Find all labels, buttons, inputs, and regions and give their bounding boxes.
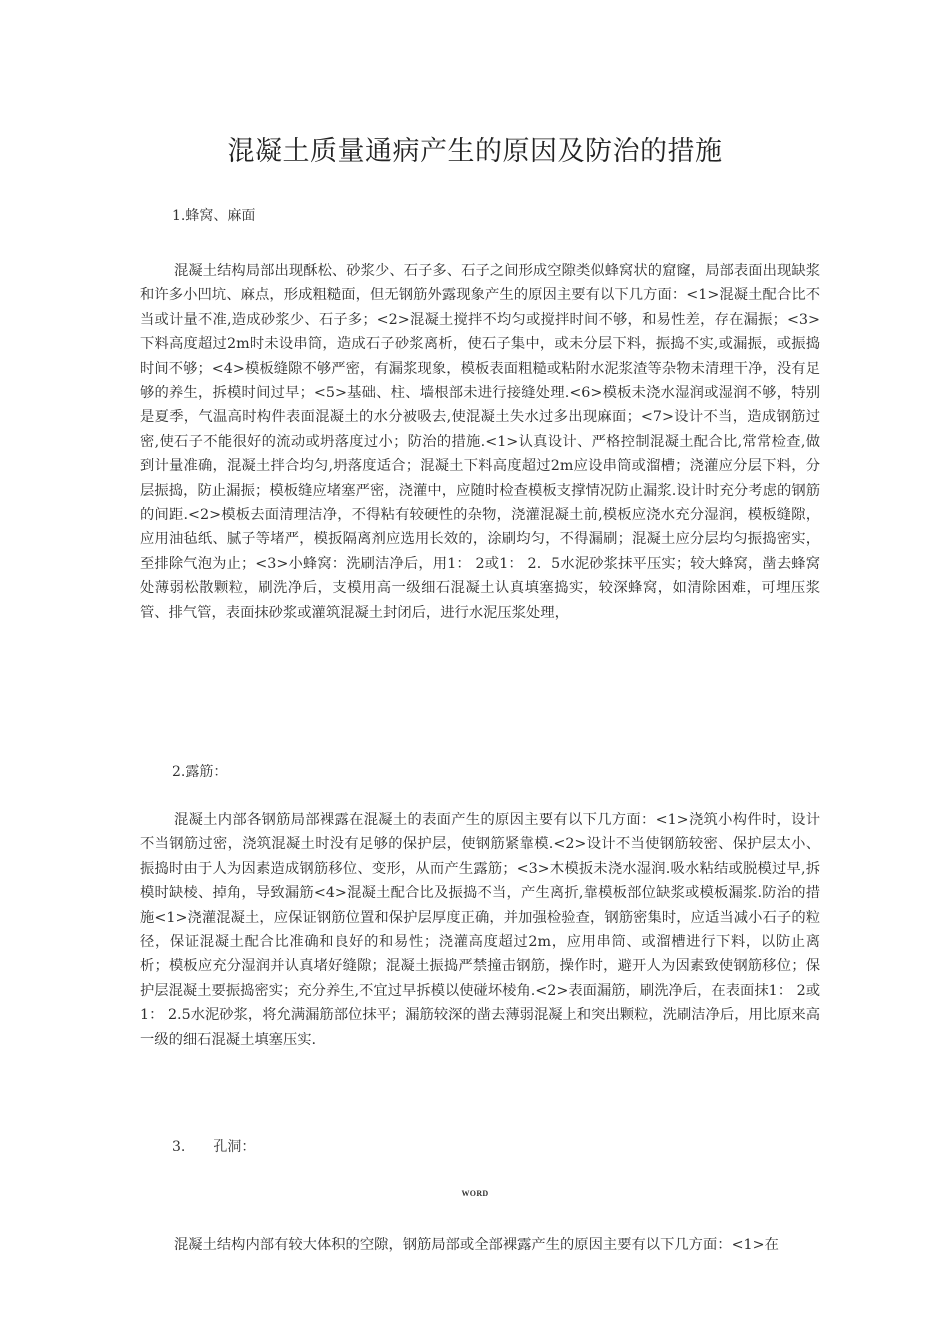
section-body-honeycomb: 混凝土结构局部出现酥松、砂浆少、石子多、石子之间形成空隙类似蜂窝状的窟窿，局部表面出现缺浆和许多小凹坑、麻点，形成粗糙面，但无钢筋外露现象产生的原因主要有以下几方面：<1>混凝土配合比不当或计量不准,造成砂浆少、石子多；<2>混凝土搅拌不均匀或搅拌时间不够，和易性差，存在漏振；<3>下料高度超过2m时未设串筒，造成石子砂浆离析，使石子集中，或未分层下料，振捣不实,或漏振，或振捣时间不够；<4>模板缝隙不够严密，有漏浆现象，模板表面粗糙或粘附水泥浆渣等杂物未清理干净，没有足够的养生，拆模时间过早；<5>基础、柱、墙根部未进行接缝处理.<6>模板未浇水湿润或湿润不够，特别是夏季，气温高时构件表面混凝土的水分被吸去,使混凝土失水过多出现麻面；<7>设计不当，造成钢筋过密,使石子不能很好的流动或坍落度过小；防治的措施.<1>认真设计、严格控制混凝土配合比,常常检查,做到计量准确，混凝土拌合均匀,坍落度适合；混凝土下料高度超过2m应设串筒或溜槽；浇灌应分层下料，分层振捣，防止漏振；模板缝应堵塞严密，浇灌中，应随时检查模板支撑情况防止漏浆.设计时充分考虑的钢筋的间距.<2>模板去面清理洁净，不得粘有较硬性的杂物，浇灌混凝土前,模板应浇水充分湿润，模板缝隙，应用油毡纸、腻子等堵严，模扳隔离剂应选用长效的，涂刷均匀，不得漏刷；混凝土应分层均匀振捣密实，至排除气泡为止；<3>小蜂窝：洗刷洁净后，用1： 2或1： 2．5水泥砂浆抹平压实；较大蜂窝，凿去蜂窝处薄弱松散颗粒，刷洗净后，支模用高一级细石混凝土认真填塞捣实，较深蜂窝，如清除困难，可埋压浆管、排气管，表面抹砂浆或灌筑混凝土封闭后，进行水泥压浆处理， [140, 263, 820, 621]
section-heading-honeycomb: 1.蜂窝、麻面 [172, 208, 256, 224]
page-footer-label: WORD [461, 1189, 489, 1198]
section-body-holes: 混凝土结构内部有较大体积的空隙，钢筋局部或全部裸露产生的原因主要有以下几方面：<1>在 [174, 1237, 779, 1253]
section-heading-exposed-rebar: 2.露筋： [172, 764, 228, 780]
section-body-exposed-rebar: 混凝土内部各钢筋局部裸露在混凝土的表面产生的原因主要有以下几方面：<1>浇筑小构件时，设计不当钢筋过密，浇筑混凝土时没有足够的保护层，使钢筋紧靠模.<2>设计不当使钢筋较密、保护层太小、振捣时由于人为因素造成钢筋移位、变形，从而产生露筋；<3>木模扳未浇水湿润.吸水粘结或脱模过早,拆模时缺棱、掉角，导致漏筋<4>混凝土配合比及振捣不当，产生离折,靠模板部位缺浆或模板漏浆.防治的措施<1>浇灌混凝土，应保证钢筋位置和保护层厚度正确，并加强检验查，钢筋密集时，应适当减小石子的粒径，保证混凝土配合比准确和良好的和易性；浇灌高度超过2m，应用串筒、或溜槽进行下料，以防止离析；模板应充分湿润并认真堵好缝隙；混凝土振捣严禁撞击钢筋，操作时，避开人为因素致使钢筋移位；保护层混凝土要振捣密实；充分养生,不宜过早拆模以使碰坏棱角.<2>表面漏筋，刷洗净后，在表面抹1： 2或1： 2.5水泥砂浆，将允满漏筋部位抹平；漏筋较深的凿去薄弱混凝上和突出颗粒，洗刷洁净后，用比原来高一级的细石混凝土填塞压实. [140, 812, 820, 1048]
document-title: 混凝土质量通病产生的原因及防治的措施 [227, 136, 723, 167]
section-heading-holes: 3. 孔洞： [172, 1139, 256, 1155]
